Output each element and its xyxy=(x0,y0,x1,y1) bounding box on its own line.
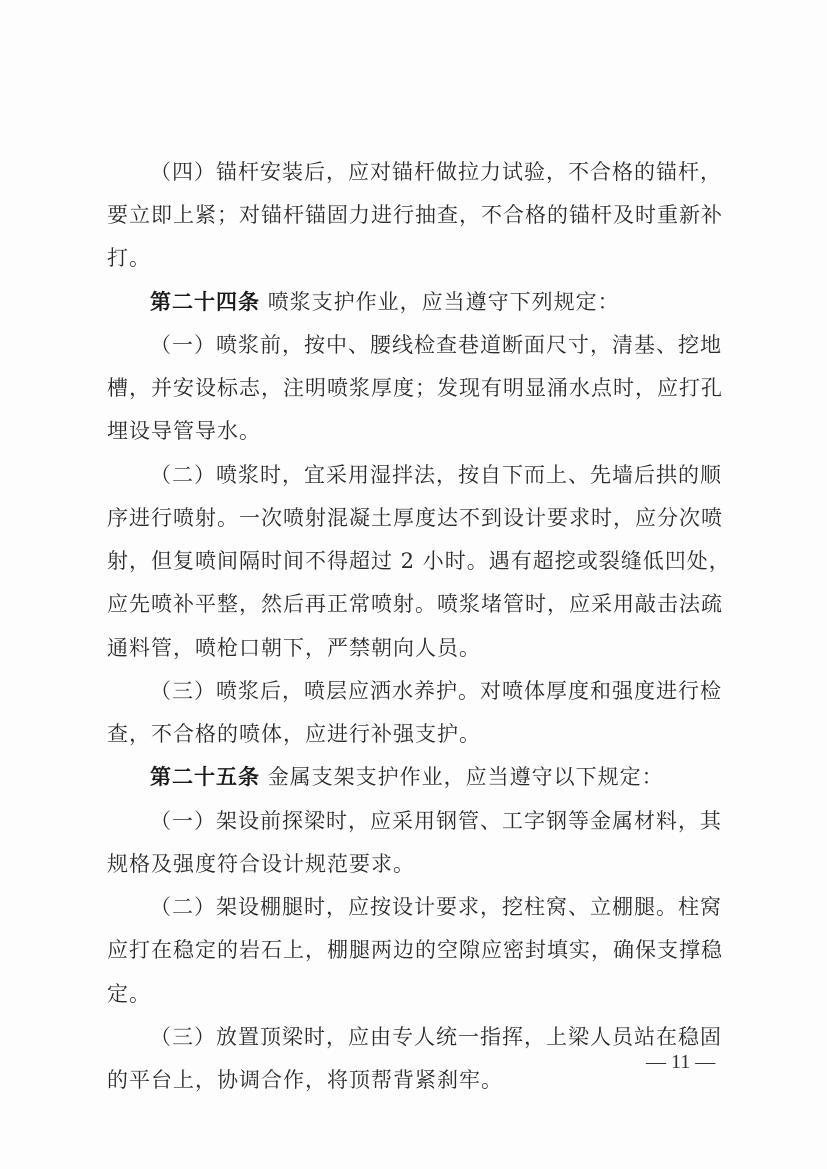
paragraph-line: 定。 xyxy=(107,981,151,1006)
paragraph-line: （一）架设前探梁时，应采用钢管、工字钢等金属材料，其 xyxy=(150,808,722,833)
paragraph-line: 射，但复喷间隔时间不得超过 2 小时。遇有超挖或裂缝低凹处， xyxy=(107,549,731,574)
paragraph-line: （二）喷浆时，宜采用湿拌法，按自下而上、先墙后拱的顺 xyxy=(150,462,722,487)
paragraph-line: 槽，并安设标志，注明喷浆厚度；发现有明显涌水点时，应打孔 xyxy=(107,376,723,401)
paragraph-line: 打。 xyxy=(107,246,151,271)
paragraph-line: 埋设导管导水。 xyxy=(107,419,261,444)
paragraph-line: （三）喷浆后，喷层应洒水养护。对喷体厚度和强度进行检 xyxy=(150,678,722,703)
paragraph-line: （三）放置顶梁时，应由专人统一指挥，上梁人员站在稳固 xyxy=(150,1024,722,1049)
paragraph-line: 查，不合格的喷体，应进行补强支护。 xyxy=(107,722,481,747)
article-title: 第二十五条 xyxy=(150,765,260,790)
article-25-heading-line xyxy=(150,764,790,790)
paragraph-line: 要立即上紧；对锚杆锚固力进行抽查，不合格的锚杆及时重新补 xyxy=(107,203,723,228)
paragraph-line: （一）喷浆前，按中、腰线检查巷道断面尺寸，清基、挖地 xyxy=(150,332,722,357)
paragraph-line: 通料管，喷枪口朝下，严禁朝向人员。 xyxy=(107,635,481,660)
page-number: — 11 — xyxy=(646,1051,716,1073)
paragraph-line: 应先喷补平整，然后再正常喷射。喷浆堵管时，应采用敲击法疏 xyxy=(107,592,723,617)
article-24-heading-line xyxy=(150,289,790,315)
article-text: 喷浆支护作业，应当遵守下列规定： xyxy=(267,289,620,314)
paragraph-line: 的平台上，协调合作，将顶帮背紧刹牢。 xyxy=(107,1068,503,1093)
paragraph-line: （四）锚杆安装后，应对锚杆做拉力试验，不合格的锚杆， xyxy=(150,160,722,184)
paragraph-line: 序进行喷射。一次喷射混凝土厚度达不到设计要求时，应分次喷 xyxy=(107,505,723,530)
article-text: 金属支架支护作业，应当遵守以下规定： xyxy=(267,765,664,790)
paragraph-line: （二）架设棚腿时，应按设计要求，挖柱窝、立棚腿。柱窝 xyxy=(150,895,722,920)
article-title: 第二十四条 xyxy=(150,289,260,314)
paragraph-line: 规格及强度符合设计规范要求。 xyxy=(107,851,415,876)
paragraph-line: 应打在稳定的岩石上，棚腿两边的空隙应密封填实，确保支撑稳 xyxy=(107,938,723,963)
